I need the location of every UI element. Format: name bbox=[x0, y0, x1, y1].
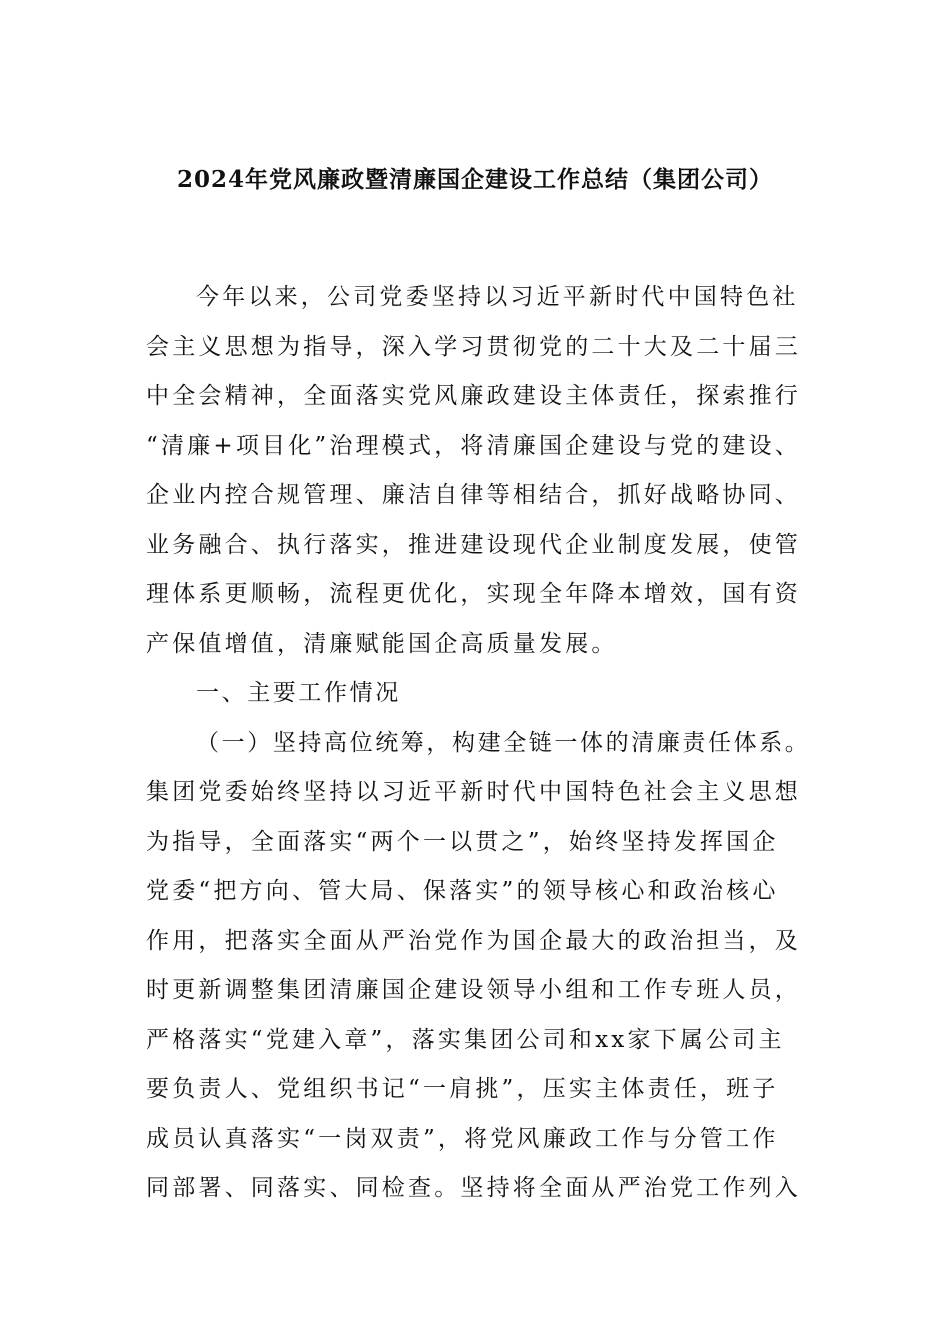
paragraph-line: 作用，把落实全面从严治党作为国企最大的政治担当，及 bbox=[146, 927, 801, 954]
document-body bbox=[146, 273, 836, 1214]
paragraph-line: 产保值增值，清廉赋能国企高质量发展。 bbox=[146, 630, 618, 657]
paragraph-line: 集团党委始终坚持以习近平新时代中国特色社会主义思想 bbox=[146, 779, 801, 805]
paragraph-line: 中全会精神，全面落实党风廉政建设主体责任，探索推行 bbox=[146, 383, 801, 409]
paragraph-line: 要负责人、党组织书记“一肩挑”，压实主体责任，班子 bbox=[146, 1076, 779, 1102]
paragraph-line: 党委“把方向、管大局、保落实”的领导核心和政治核心 bbox=[146, 878, 779, 904]
paragraph-line: 成员认真落实“一岗双责”，将党风廉政工作与分管工作 bbox=[146, 1125, 779, 1152]
subsection-heading: （一）坚持高位统筹，构建全链一体的清廉责任体系。 bbox=[196, 729, 811, 756]
paragraph-line: 严格落实“党建入章”，落实集团公司和xx家下属公司主 bbox=[146, 1026, 785, 1053]
paragraph-line: “清廉+项目化”治理模式，将清廉国企建设与党的建设、 bbox=[146, 432, 801, 459]
paragraph-line: 今年以来，公司党委坚持以习近平新时代中国特色社 bbox=[196, 284, 799, 310]
paragraph-line: 同部署、同落实、同检查。坚持将全面从严治党工作列入 bbox=[146, 1175, 801, 1201]
paragraph-line: 理体系更顺畅，流程更优化，实现全年降本增效，国有资 bbox=[146, 581, 801, 607]
paragraph-line: 时更新调整集团清廉国企建设领导小组和工作专班人员， bbox=[146, 977, 801, 1003]
paragraph-line: 企业内控合规管理、廉洁自律等相结合，抓好战略协同、 bbox=[146, 482, 801, 508]
paragraph-line: 会主义思想为指导，深入学习贯彻党的二十大及二十届三 bbox=[146, 333, 801, 360]
paragraph-line: 业务融合、执行落实，推进建设现代企业制度发展，使管 bbox=[146, 531, 801, 558]
section-heading: 一、主要工作情况 bbox=[196, 680, 401, 706]
document-title: 2024年党风廉政暨清廉国企建设工作总结（集团公司） bbox=[176, 166, 773, 193]
paragraph-line: 为指导，全面落实“两个一以贯之”，始终坚持发挥国企 bbox=[146, 828, 779, 855]
